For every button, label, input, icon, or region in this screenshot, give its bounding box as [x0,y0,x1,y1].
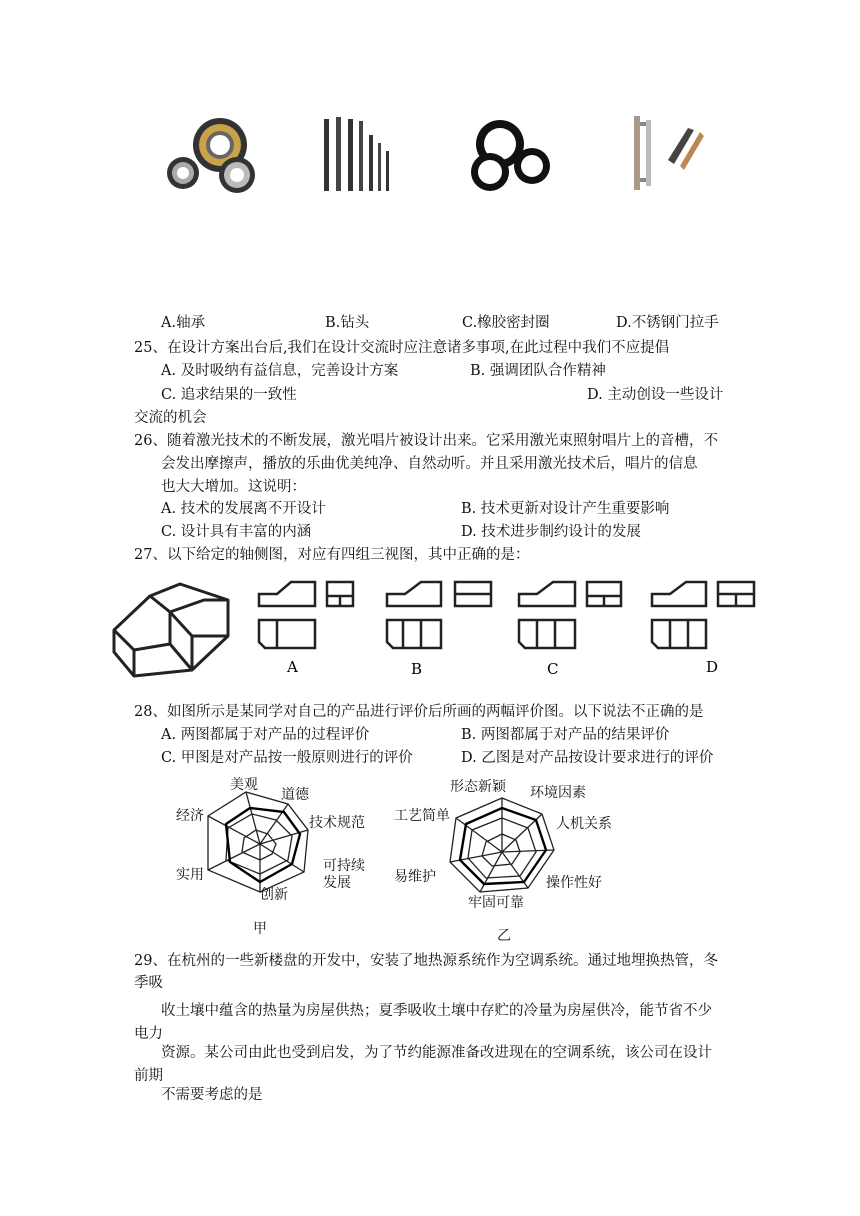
q26-line-3: 也大大增加。这说明： [161,479,306,495]
q27-stem: 27、以下给定的轴侧图，对应有四组三视图，其中正确的是： [134,547,530,563]
q29-line-6: 前期 [134,1068,163,1084]
q28-option-b: B. 两图都属于对产品的结果评价 [461,727,670,743]
bearing-image [165,115,260,195]
q26-option-a: A. 技术的发展离不开设计 [161,501,326,517]
jia-axis-fazhan: 发展 [323,875,351,891]
q26-option-b: B. 技术更新对设计产生重要影响 [461,501,670,517]
option-c-label: C [547,660,559,678]
yi-axis-renjiguanxi: 人机关系 [556,816,612,832]
yi-axis-gongyijiandan: 工艺简单 [394,808,450,824]
q26-option-c: C. 设计具有丰富的内涵 [161,524,312,540]
q29-line-5: 资源。某公司由此也受到启发，为了节约能源准备改进现在的空调系统，该公司在设计 [161,1045,712,1061]
q25-option-b: B. 强调团队合作精神 [470,363,606,379]
q28-option-d: D. 乙图是对产品按设计要求进行的评价 [461,750,714,766]
jia-axis-kechixu: 可持续 [323,858,365,874]
q29-line-4: 电力 [134,1026,163,1042]
yi-axis-huanjingyinsu: 环境因素 [530,785,586,801]
jia-chart-caption: 甲 [253,921,267,937]
q26-option-d: D. 技术进步制约设计的发展 [461,524,641,540]
yi-axis-xingtaixinying: 形态新颖 [450,779,506,795]
q26-line-1: 26、随着激光技术的不断发展，激光唱片被设计出来。它采用激光束照射唱片上的音槽，不 [134,433,718,449]
q24-option-b: B.钻头 [325,315,370,331]
q29-line-1: 29、在杭州的一些新楼盘的开发中，安装了地热源系统作为空调系统。通过地埋换热管，冬 [134,953,718,969]
q25-option-d: D. 主动创设一些设计 [587,387,724,403]
three-view-option-d [648,578,763,678]
q24-option-d: D.不锈钢门拉手 [616,315,719,331]
option-d-label: D [706,658,719,676]
yi-chart-caption: 乙 [497,928,511,944]
jia-axis-jishuguifan: 技术规范 [309,815,365,831]
jia-axis-shiyong: 实用 [176,867,204,883]
q25-option-a: A. 及时吸纳有益信息，完善设计方案 [161,363,399,379]
q26-line-2: 会发出摩擦声，播放的乐曲优美纯净、自然动听。并且采用激光技术后，唱片的信息 [161,456,698,472]
q29-line-2: 季吸 [134,975,163,991]
three-view-option-b [383,578,498,678]
yi-axis-yiweihu: 易维护 [394,869,436,885]
jia-axis-daode: 道德 [281,787,309,803]
drill-bits-image [322,115,392,193]
q29-line-3: 收土壤中蕴含的热量为房屋供热；夏季吸收土壤中存贮的冷量为房屋供冷，能节省不少 [161,1003,712,1019]
option-b-label: B [411,660,423,678]
q28-option-a: A. 两图都属于对产品的过程评价 [161,727,370,743]
jia-axis-chuangxin: 创新 [260,887,288,903]
q25-option-d-continued: 交流的机会 [134,410,207,426]
q24-option-a: A.轴承 [161,315,206,331]
yi-axis-caozuoxinghao: 操作性好 [546,875,602,891]
yi-axis-laogukekao: 牢固可靠 [468,895,524,911]
three-view-option-a [255,578,365,678]
option-a-label: A [287,658,298,676]
jia-axis-jingji: 经济 [176,808,204,824]
jia-axis-meiguan: 美观 [230,777,258,793]
rubber-seal-image [470,118,552,193]
q29-line-7: 不需要考虑的是 [161,1087,263,1103]
q24-option-c: C.橡胶密封圈 [462,315,550,331]
q25-stem: 25、在设计方案出台后,我们在设计交流时应注意诸多事项,在此过程中我们不应提倡 [134,340,670,356]
q28-option-c: C. 甲图是对产品按一般原则进行的评价 [161,750,413,766]
isometric-view-diagram [110,578,235,688]
q25-option-c: C. 追求结果的一致性 [161,387,297,403]
three-view-option-c [515,578,630,678]
radar-chart-yi [442,796,562,900]
q28-stem: 28、如图所示是某同学对自己的产品进行评价后所画的两幅评价图。以下说法不正确的是 [134,704,704,720]
door-handle-image [628,112,708,192]
